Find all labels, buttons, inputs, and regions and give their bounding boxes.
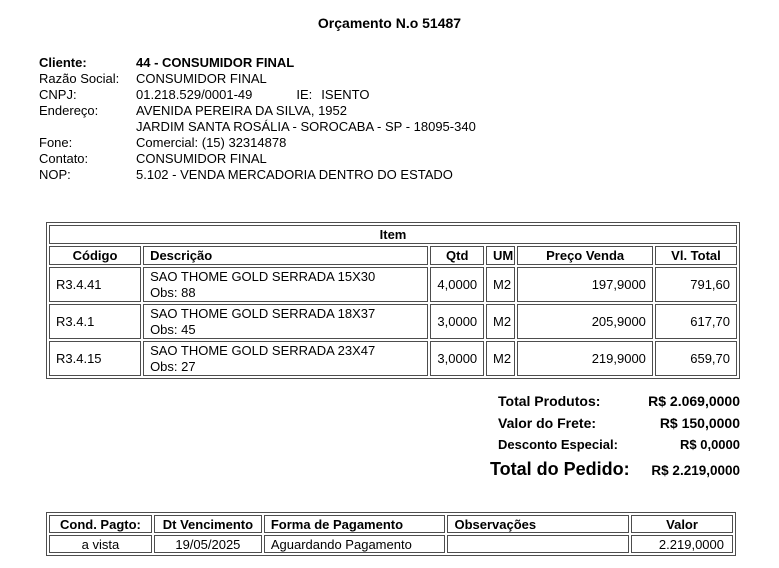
total-produtos-row [490,393,740,409]
item-obs: Obs: 27 [150,358,196,374]
col-header-um: UM [486,246,515,265]
item-qtd: 3,0000 [430,341,484,376]
field-label: CNPJ: [39,87,77,102]
field-value: Comercial: (15) 32314878 [136,135,287,150]
item-vl-total: 791,60 [655,267,737,302]
field-value: AVENIDA PEREIRA DA SILVA, 1952 [136,103,347,118]
col-header-qtd: Qtd [430,246,484,265]
payment-cond-pagto: a vista [49,535,152,553]
item-preco-venda: 205,9000 [517,304,653,339]
item-vl-total: 659,70 [655,341,737,376]
item-um: M2 [486,304,515,339]
field-value: CONSUMIDOR FINAL [136,71,267,86]
total-label: Valor do Frete: [498,415,597,431]
total-value: R$ 2.069,0000 [648,393,740,409]
item-vl-total: 617,70 [655,304,737,339]
col-header-forma-pagamento: Forma de Pagamento [264,515,446,533]
client-field-razao-social [39,71,476,87]
item-descricao: SAO THOME GOLD SERRADA 18X37 [150,305,376,321]
order-totals [490,393,740,480]
col-header-valor: Valor [631,515,733,533]
total-value: R$ 150,0000 [659,415,740,431]
col-header-observacoes: Observações [447,515,629,533]
item-table-group-header: Item [49,225,737,244]
item-preco-venda: 197,9000 [517,267,653,302]
valor-frete-row [490,415,740,431]
total-pedido-row [490,459,740,480]
item-obs: Obs: 88 [150,284,196,300]
field-label: Cliente: [39,55,87,70]
total-label: Total Produtos: [498,393,601,409]
field-label: Fone: [39,135,73,150]
total-label: Desconto Especial: [498,437,618,452]
field-label: Razão Social: [39,71,120,86]
client-field-cnpj [39,87,476,103]
field-value-ie: ISENTO [321,87,370,102]
payment-forma-pagamento: Aguardando Pagamento [264,535,446,553]
client-field-fone [39,135,476,151]
col-header-preco-venda: Preço Venda [517,246,653,265]
col-header-codigo: Código [49,246,141,265]
payment-dt-vencimento: 19/05/2025 [154,535,262,553]
field-value: 44 - CONSUMIDOR FINAL [136,55,295,70]
item-preco-venda: 219,9000 [517,341,653,376]
item-row [49,267,737,302]
total-value: R$ 0,0000 [680,437,740,452]
payment-table [46,512,736,556]
item-codigo: R3.4.1 [49,304,141,339]
client-field-endereco [39,103,476,119]
grand-total-value: R$ 2.219,0000 [651,463,740,478]
item-codigo: R3.4.15 [49,341,141,376]
item-codigo: R3.4.41 [49,267,141,302]
col-header-descricao: Descrição [143,246,428,265]
client-field-nop [39,167,476,183]
item-obs: Obs: 45 [150,321,196,337]
item-um: M2 [486,267,515,302]
field-value: CONSUMIDOR FINAL [136,151,267,166]
payment-observacoes [447,535,629,553]
item-descricao-cell [143,341,428,376]
item-table-header-row [49,246,737,265]
client-info-block [39,55,476,183]
item-descricao: SAO THOME GOLD SERRADA 23X47 [150,342,376,358]
item-row [49,341,737,376]
item-table [46,222,740,379]
client-field-cliente [39,55,476,71]
field-label: NOP: [39,167,71,182]
item-table-group-header-row [49,225,737,244]
field-value: 5.102 - VENDA MERCADORIA DENTRO DO ESTADO [136,167,453,182]
item-row [49,304,737,339]
payment-row [49,535,733,553]
payment-valor: 2.219,0000 [631,535,733,553]
item-descricao-cell [143,267,428,302]
item-um: M2 [486,341,515,376]
client-field-contato [39,151,476,167]
field-label-ie: IE: [296,87,313,102]
field-label: Contato: [39,151,89,166]
col-header-dt-vencimento: Dt Vencimento [154,515,262,533]
field-label [39,119,136,135]
field-value: 01.218.529/0001-49 [136,87,253,102]
grand-total-label: Total do Pedido: [490,459,630,479]
desconto-especial-row [490,437,740,453]
item-descricao: SAO THOME GOLD SERRADA 15X30 [150,268,376,284]
col-header-vl-total: Vl. Total [655,246,737,265]
page-title: Orçamento N.o 51487 [317,15,462,31]
client-field-endereco-line2 [39,119,476,135]
item-descricao-cell [143,304,428,339]
field-value: JARDIM SANTA ROSÁLIA - SOROCABA - SP - 18095-340 [136,119,476,134]
item-qtd: 3,0000 [430,304,484,339]
payment-table-header-row [49,515,733,533]
col-header-cond-pagto: Cond. Pagto: [49,515,152,533]
item-qtd: 4,0000 [430,267,484,302]
field-label: Endereço: [39,103,99,118]
